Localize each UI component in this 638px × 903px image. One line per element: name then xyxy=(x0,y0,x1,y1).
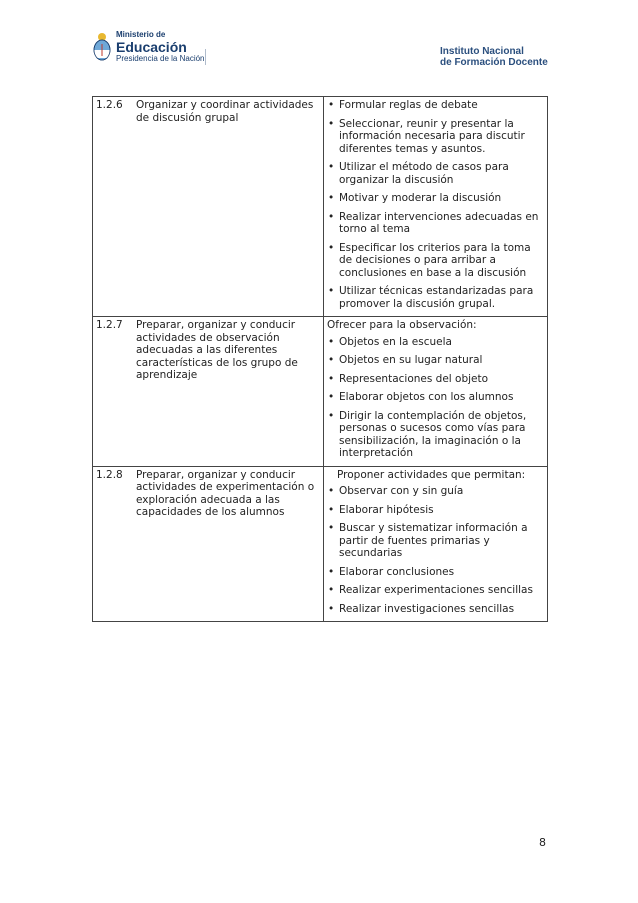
activities-list xyxy=(327,99,544,310)
institute-line2: de Formación Docente xyxy=(440,57,548,68)
activities-intro: Ofrecer para la observación: xyxy=(327,319,477,331)
list-item: • Buscar y sistematizar información a partir de fuentes primarias y secundarias xyxy=(327,522,544,560)
competency-number: 1.2.7 xyxy=(96,319,123,331)
page-number: 8 xyxy=(539,836,546,849)
list-item: • Utilizar técnicas estandarizadas para promover la discusión grupal. xyxy=(327,285,544,310)
ministry-line1: Ministerio de xyxy=(116,30,166,39)
list-item: • Elaborar hipótesis xyxy=(327,504,544,517)
ministry-line3: Presidencia de la Nación xyxy=(116,54,205,63)
institute-logo xyxy=(440,46,548,68)
competency-number: 1.2.8 xyxy=(96,468,123,481)
competency-cell xyxy=(93,317,324,467)
escudo-nacional-icon xyxy=(92,32,112,62)
competency-cell xyxy=(93,466,324,622)
activities-list xyxy=(327,336,544,460)
list-item: • Observar con y sin guía xyxy=(327,485,544,498)
logo-divider xyxy=(205,49,206,65)
activities-cell xyxy=(324,97,548,317)
list-item: • Realizar experimentaciones sencillas xyxy=(327,584,544,597)
table-row xyxy=(93,317,548,467)
list-item: • Especificar los criterios para la toma de decisiones o para arribar a conclusiones en base a la discusión xyxy=(327,242,544,280)
list-item: • Utilizar el método de casos para organizar la discusión xyxy=(327,161,544,186)
list-item: • Realizar investigaciones sencillas xyxy=(327,603,544,616)
list-item: • Motivar y moderar la discusión xyxy=(327,192,544,205)
list-item: • Formular reglas de debate xyxy=(327,99,544,112)
table-body xyxy=(93,97,548,622)
competency-description: Organizar y coordinar actividades de discusión grupal xyxy=(136,99,324,124)
list-item: • Elaborar conclusiones xyxy=(327,566,544,579)
list-item: • Seleccionar, reunir y presentar la información necesaria para discutir diferentes temas y asuntos. xyxy=(327,118,544,156)
institute-line1: Instituto Nacional xyxy=(440,46,524,57)
list-item: • Objetos en la escuela xyxy=(327,336,544,349)
ministry-logo xyxy=(92,30,205,64)
activities-cell xyxy=(324,317,548,467)
competency-description: Preparar, organizar y conducir actividades de experimentación o exploración adecuada a las capacidades de los alumnos xyxy=(136,468,318,518)
competency-description: Preparar, organizar y conducir actividades de observación adecuadas a las diferentes características de los grupo de aprendizaje xyxy=(136,319,302,381)
competency-cell xyxy=(93,97,324,317)
table-row xyxy=(93,97,548,317)
ministry-line2: Educación xyxy=(116,39,187,55)
competencies-table xyxy=(92,96,548,622)
list-item: • Representaciones del objeto xyxy=(327,373,544,386)
list-item: • Realizar intervenciones adecuadas en torno al tema xyxy=(327,211,544,236)
table-row xyxy=(93,466,548,622)
activities-intro: Proponer actividades que permitan: xyxy=(327,468,526,481)
activities-list xyxy=(327,485,544,615)
activities-cell xyxy=(324,466,548,622)
list-item: • Objetos en su lugar natural xyxy=(327,354,544,367)
list-item: • Dirigir la contemplación de objetos, personas o sucesos como vías para sensibilización, la imaginación o la interpretación xyxy=(327,410,544,460)
page-header xyxy=(0,0,638,80)
list-item: • Elaborar objetos con los alumnos xyxy=(327,391,544,404)
competency-number: 1.2.6 xyxy=(96,99,123,111)
